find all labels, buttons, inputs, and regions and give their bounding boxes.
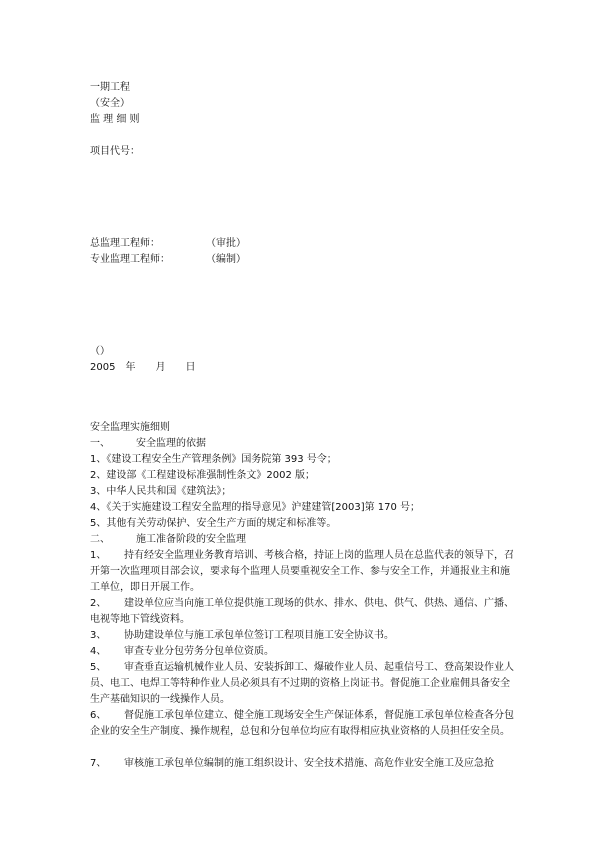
list-item-number: 2、 [90,598,107,609]
basis-item: 1、《建设工程安全生产管理条例》国务院第 393 号令； [90,454,337,465]
specialist-engineer-label: 专业监理工程师： [90,254,170,265]
basis-item: 5、其他有关劳动保护、安全生产方面的规定和标准等。 [90,518,337,529]
list-item [90,628,515,644]
list-item-text: 建设单位应当向施工单位提供施工现场的供水、排水、供电、供气、供热、通信、广播、电视等地下管线资料。 [90,598,514,625]
list-item [90,644,515,660]
list-item [90,660,515,708]
body-title: 安全监理实施细则 [90,422,170,433]
list-item-number: 1、 [90,550,107,561]
list-item-number: 7、 [90,758,107,769]
date-year: 2005 [90,362,116,373]
section-2-heading [90,532,246,548]
list-item-text: 协助建设单位与施工承包单位签订工程项目施工安全协议书。 [124,630,394,641]
date-day-unit: 日 [185,362,196,373]
list-item-number: 5、 [90,662,107,673]
list-item [90,548,515,596]
chief-engineer-note: （审批） [206,238,246,249]
section-1-heading [90,436,206,452]
section-1-number: 一、 [90,438,110,449]
list-item-text: 督促施工承包单位建立、健全施工现场安全生产保证体系，督促施工承包单位检查各分包企业的安全生产制度、操作规程，总包和分包单位均应有取得相应执业资格的人员担任安全员。 [90,710,514,737]
list-item-text: 审查垂直运输机械作业人员、安装拆卸工、爆破作业人员、起重信号工、登高架设作业人员、电工、电焊工等特种作业人员必须具有不过期的资格上岗证书。督促施工企业雇佣具备安全生产基础知识的一线操作人员。 [90,662,514,705]
cover-title: 监 理 细 则 [90,114,140,125]
basis-item: 4、《关于实施建设工程安全监理的指导意见》沪建建管[2003]第 170 号； [90,502,421,513]
list-item-text: 审核施工承包单位编制的施工组织设计、安全技术措施、高危作业安全施工及应急抢 [124,758,494,769]
date-row [90,360,195,376]
list-item-text: 审查专业分包劳务分包单位资质。 [124,646,274,657]
section-1-title: 安全监理的依据 [136,438,206,449]
list-item-number: 4、 [90,646,107,657]
cover-paren: （） [90,346,110,357]
list-item [90,596,515,628]
date-month-unit: 月 [155,362,166,373]
chief-engineer-row [90,236,246,252]
project-code-label: 项目代号： [90,146,140,157]
date-year-unit: 年 [125,362,136,373]
specialist-engineer-row [90,252,246,268]
cover-subtitle: （安全） [90,98,130,109]
list-item-number: 3、 [90,630,107,641]
chief-engineer-label: 总监理工程师： [90,238,160,249]
list-item-text: 持有经安全监理业务教育培训、考核合格，持证上岗的监理人员在总监代表的领导下，召开第一次监理项目部会议，要求每个监理人员要重视安全工作、参与安全工作，并通报业主和施工单位，即日开展工作。 [90,550,514,593]
basis-item: 2、建设部《工程建设标准强制性条文》2002 版； [90,470,315,481]
list-item-number: 6、 [90,710,107,721]
list-item [90,756,515,772]
specialist-engineer-note: （编制） [206,254,246,265]
section-2-number: 二、 [90,534,110,545]
cover-project-name: 一期工程 [90,82,130,93]
list-item [90,708,515,740]
section-2-title: 施工准备阶段的安全监理 [136,534,246,545]
basis-item: 3、中华人民共和国《建筑法》； [90,486,232,497]
